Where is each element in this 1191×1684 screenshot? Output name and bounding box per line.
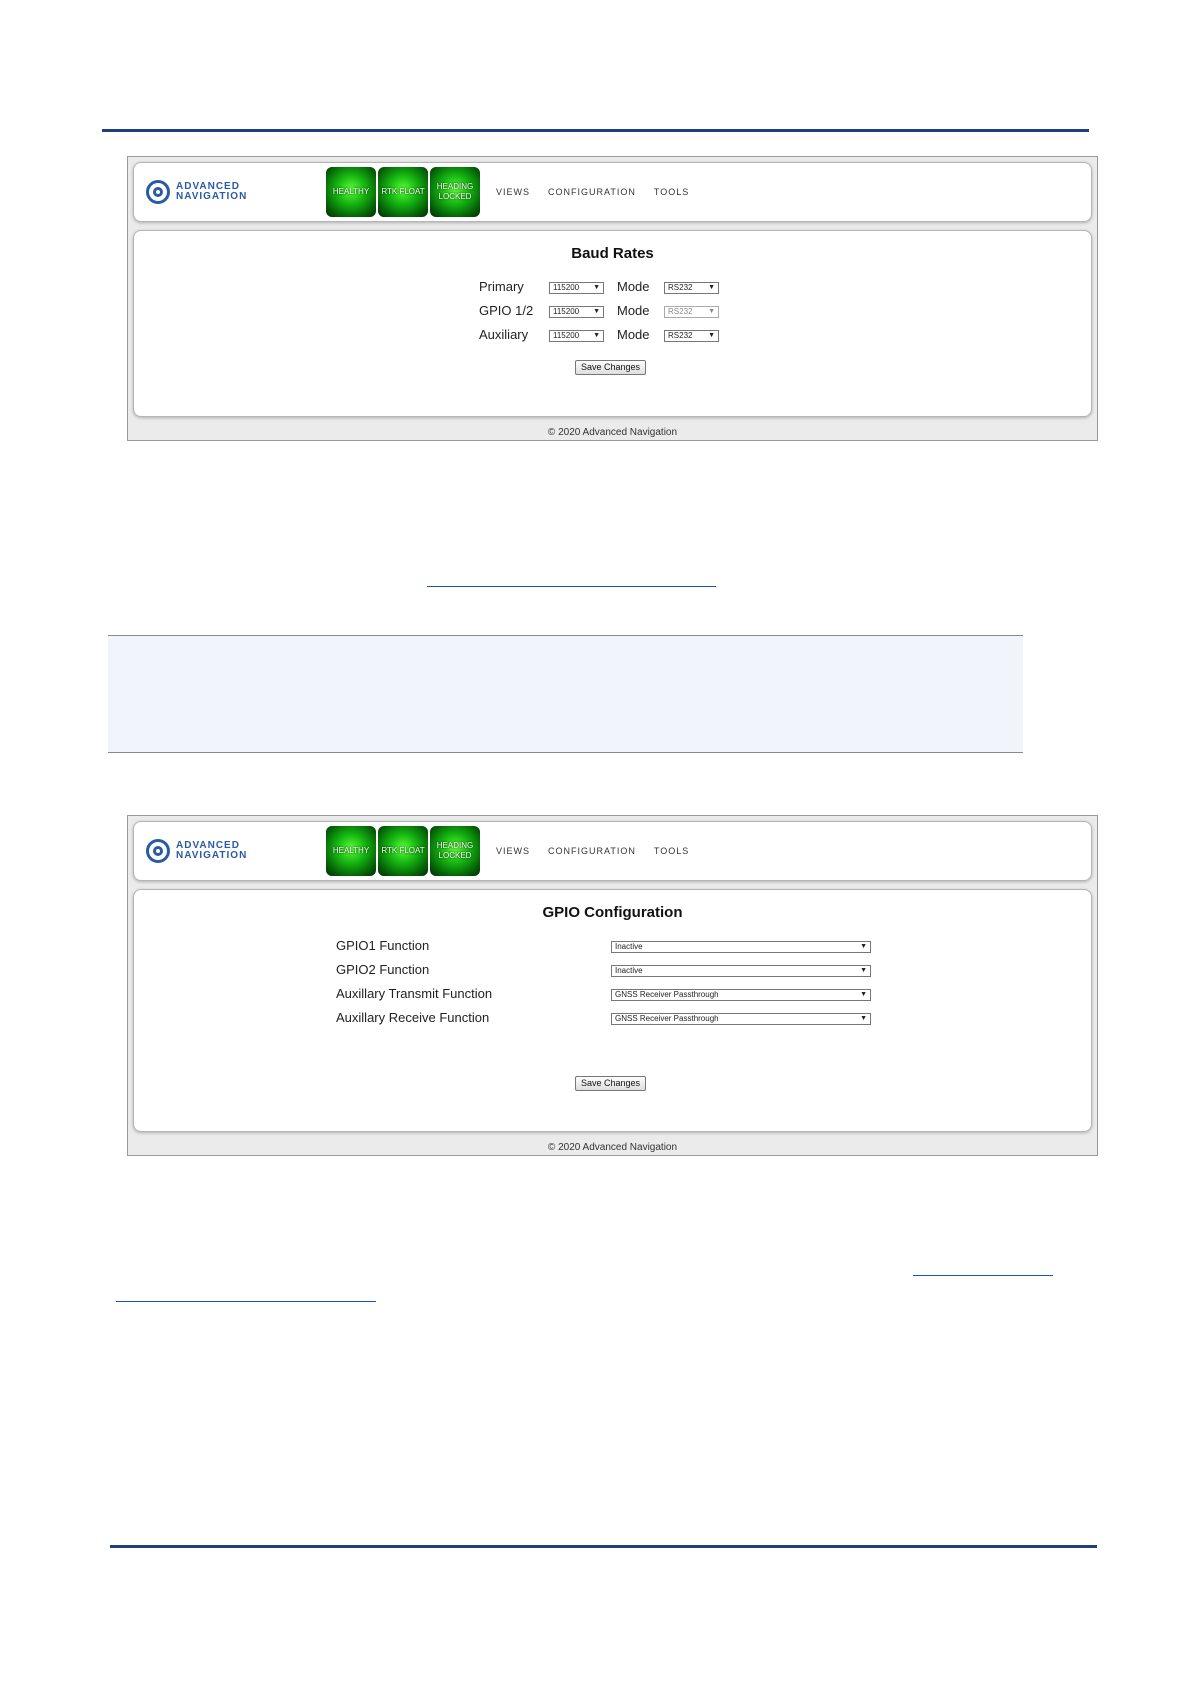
page-footer-rule (110, 1545, 1097, 1548)
dropdown-arrow-icon: ▼ (860, 943, 867, 950)
nav-configuration[interactable]: CONFIGURATION (548, 846, 636, 856)
dropdown-arrow-icon: ▼ (708, 308, 715, 315)
footer: © 2020 Advanced Navigation (547, 427, 678, 438)
dropdown-arrow-icon: ▼ (860, 991, 867, 998)
primary-mode-label: Mode (617, 279, 650, 294)
gpio12-mode-label: Mode (617, 303, 650, 318)
gpio-config-screenshot (127, 815, 1098, 1156)
aux-transmit-function-label: Auxillary Transmit Function (336, 986, 493, 1001)
status-heading-locked: HEADING LOCKED (430, 826, 480, 876)
status-heading-locked: HEADING LOCKED (430, 167, 480, 217)
auxiliary-baud-value: 115200 (553, 331, 580, 340)
note-box (108, 635, 1023, 753)
nav-views[interactable]: VIEWS (496, 846, 531, 856)
status-rtk-float: RTK FLOAT (378, 167, 428, 217)
footer: © 2020 Advanced Navigation (547, 1142, 678, 1153)
status-healthy: HEALTHY (326, 167, 376, 217)
gpio12-baud-select[interactable] (549, 306, 604, 318)
nav-tools[interactable]: TOOLS (653, 187, 690, 197)
auxiliary-mode-select[interactable] (664, 330, 719, 342)
status-indicators (326, 826, 480, 876)
baud-rates-screenshot (127, 156, 1098, 441)
dropdown-arrow-icon: ▼ (860, 1015, 867, 1022)
primary-baud-value: 115200 (553, 283, 580, 292)
primary-label: Primary (479, 279, 524, 294)
web-ui-header (133, 821, 1092, 881)
aux-receive-function-label: Auxillary Receive Function (336, 1010, 490, 1025)
logo-text (176, 841, 247, 861)
panel-title: Baud Rates (571, 245, 654, 262)
primary-baud-select[interactable] (549, 282, 604, 294)
logo-line1: ADVANCED (176, 840, 240, 851)
auxiliary-mode-value: RS232 (668, 331, 693, 340)
dropdown-arrow-icon: ▼ (593, 308, 600, 315)
gpio12-label: GPIO 1/2 (479, 303, 534, 318)
save-changes-button[interactable]: Save Changes (575, 1076, 646, 1091)
gpio12-baud-value: 115200 (553, 307, 580, 316)
gpio-config-panel (133, 889, 1092, 1132)
auxiliary-mode-label: Mode (617, 327, 650, 342)
logo[interactable] (146, 839, 247, 863)
primary-mode-value: RS232 (668, 283, 693, 292)
gpio12-mode-value: RS232 (668, 307, 693, 316)
aux-transmit-function-select[interactable] (611, 989, 871, 1001)
gpio2-function-select[interactable] (611, 965, 871, 977)
caption-link-underline[interactable] (913, 1275, 1053, 1276)
baud-rates-panel (133, 230, 1092, 417)
logo-text (176, 182, 247, 202)
status-rtk-float: RTK FLOAT (378, 826, 428, 876)
panel-title: GPIO Configuration (542, 904, 683, 921)
aux-receive-function-value: GNSS Receiver Passthrough (615, 1014, 719, 1023)
main-nav (496, 846, 689, 856)
gpio2-function-value: Inactive (615, 966, 643, 975)
dropdown-arrow-icon: ▼ (708, 332, 715, 339)
status-healthy: HEALTHY (326, 826, 376, 876)
caption-link-underline[interactable] (427, 586, 716, 587)
save-changes-button[interactable]: Save Changes (575, 360, 646, 375)
nav-tools[interactable]: TOOLS (653, 846, 690, 856)
dropdown-arrow-icon: ▼ (708, 284, 715, 291)
aux-transmit-function-value: GNSS Receiver Passthrough (615, 990, 719, 999)
nav-views[interactable]: VIEWS (496, 187, 531, 197)
gpio1-function-label: GPIO1 Function (336, 938, 430, 953)
gpio1-function-select[interactable] (611, 941, 871, 953)
primary-mode-select[interactable] (664, 282, 719, 294)
auxiliary-label: Auxiliary (479, 327, 529, 342)
gpio1-function-value: Inactive (615, 942, 643, 951)
advanced-navigation-logo-icon (146, 180, 170, 204)
gpio2-function-label: GPIO2 Function (336, 962, 430, 977)
aux-receive-function-select[interactable] (611, 1013, 871, 1025)
main-nav (496, 187, 689, 197)
advanced-navigation-logo-icon (146, 839, 170, 863)
dropdown-arrow-icon: ▼ (593, 332, 600, 339)
auxiliary-baud-select[interactable] (549, 330, 604, 342)
logo-line2: NAVIGATION (176, 850, 248, 861)
status-indicators (326, 167, 480, 217)
page-header-rule (102, 129, 1089, 132)
logo-line2: NAVIGATION (176, 191, 248, 202)
caption-link-underline[interactable] (116, 1301, 376, 1302)
web-ui-header (133, 162, 1092, 222)
logo[interactable] (146, 180, 247, 204)
dropdown-arrow-icon: ▼ (860, 967, 867, 974)
dropdown-arrow-icon: ▼ (593, 284, 600, 291)
gpio12-mode-select[interactable] (664, 306, 719, 318)
nav-configuration[interactable]: CONFIGURATION (548, 187, 636, 197)
logo-line1: ADVANCED (176, 181, 240, 192)
